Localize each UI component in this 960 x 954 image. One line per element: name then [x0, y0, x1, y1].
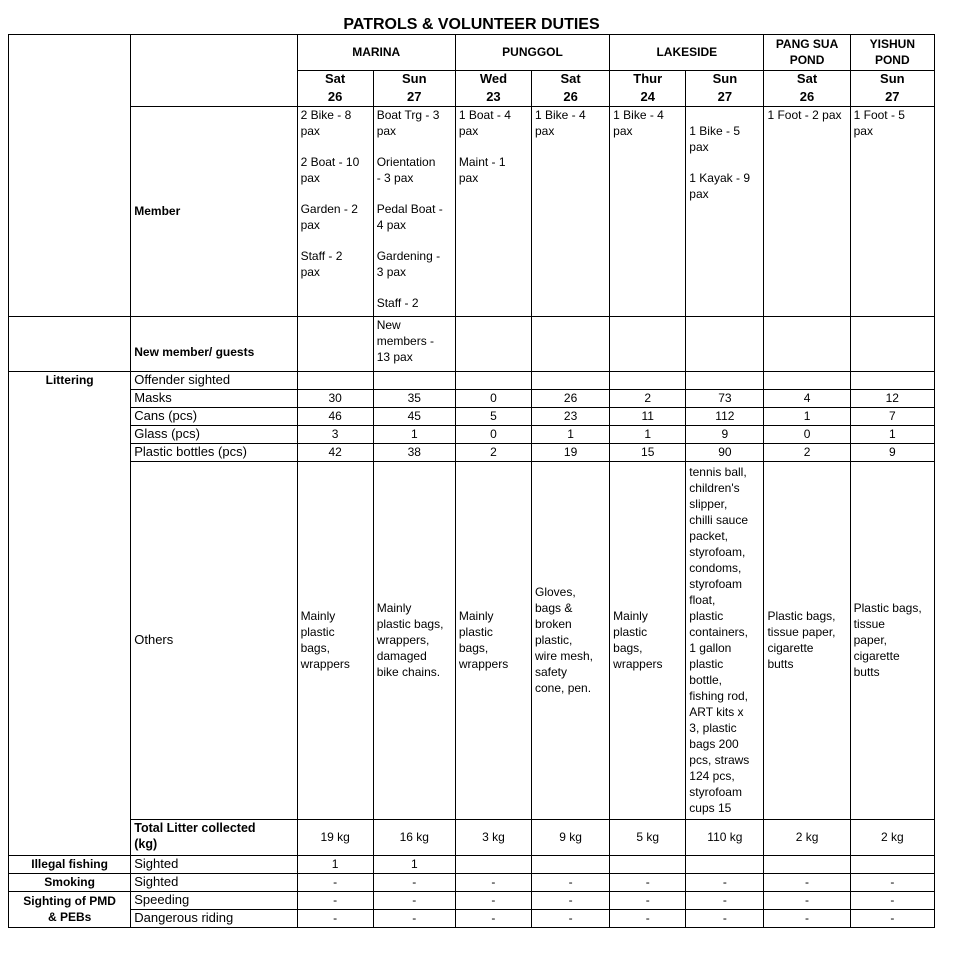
member-entry: 1 Foot - 2 pax [767, 107, 842, 122]
row-label-plastic: Plastic bottles (pcs) [131, 443, 297, 461]
new-member-cell [850, 316, 934, 371]
offender-value [455, 371, 531, 389]
row-label-cans: Cans (pcs) [131, 407, 297, 425]
smoking-value: - [686, 873, 764, 891]
masks-value: 12 [850, 389, 934, 407]
plastic-value: 38 [373, 443, 455, 461]
date-header: 27 [686, 88, 764, 106]
cans-value: 11 [610, 407, 686, 425]
offender-value [373, 371, 455, 389]
page-title: PATROLS & VOLUNTEER DUTIES [9, 10, 935, 34]
smoking-value: - [455, 873, 531, 891]
member-entry: Staff - 2 [376, 295, 419, 310]
masks-value: 30 [297, 389, 373, 407]
date-header: 26 [297, 88, 373, 106]
member-entry: 1 Bike - 4 pax [535, 107, 586, 138]
glass-value: 1 [532, 425, 610, 443]
masks-value: 73 [686, 389, 764, 407]
masks-value: 35 [373, 389, 455, 407]
member-entry: Maint - 1 pax [458, 154, 506, 185]
glass-value: 3 [297, 425, 373, 443]
date-header: 27 [850, 88, 934, 106]
fishing-value [610, 855, 686, 873]
plastic-value: 42 [297, 443, 373, 461]
dangerous-value: - [686, 909, 764, 927]
member-entry: 1 Kayak - 9 pax [689, 170, 750, 201]
location-header: PUNGGOL [455, 34, 609, 70]
day-header: Sun [686, 70, 764, 88]
location-header: MARINA [297, 34, 455, 70]
dangerous-value: - [373, 909, 455, 927]
header-blank [9, 34, 131, 106]
others-value: Mainly plastic bags, wrappers, damaged bike chains. [373, 461, 455, 819]
cans-value: 112 [686, 407, 764, 425]
category-blank [9, 316, 131, 371]
glass-value: 1 [373, 425, 455, 443]
offender-value [532, 371, 610, 389]
offender-value [297, 371, 373, 389]
member-cell [764, 106, 850, 316]
new-member-cell [610, 316, 686, 371]
row-label-offender: Offender sighted [131, 371, 297, 389]
total-value: 110 kg [686, 819, 764, 855]
row-label-new-member: New member/ guests [131, 316, 297, 371]
plastic-value: 90 [686, 443, 764, 461]
location-header: LAKESIDE [610, 34, 764, 70]
dangerous-value: - [297, 909, 373, 927]
member-entry: Pedal Boat - 4 pax [376, 201, 443, 232]
category-smoking: Smoking [9, 873, 131, 891]
new-member-cell: New members - 13 pax [373, 316, 455, 371]
member-cell [610, 106, 686, 316]
smoking-value: - [297, 873, 373, 891]
glass-value: 9 [686, 425, 764, 443]
member-cell [297, 106, 373, 316]
member-entry: Gardening - 3 pax [376, 248, 441, 279]
others-value: Mainly plastic bags, wrappers [297, 461, 373, 819]
member-cell [686, 106, 764, 316]
smoking-value: - [532, 873, 610, 891]
total-value: 9 kg [532, 819, 610, 855]
fishing-value [455, 855, 531, 873]
member-cell [373, 106, 455, 316]
total-value: 2 kg [850, 819, 934, 855]
speeding-value: - [532, 891, 610, 909]
smoking-value: - [373, 873, 455, 891]
day-header: Sun [850, 70, 934, 88]
patrols-table [8, 10, 935, 928]
masks-value: 0 [455, 389, 531, 407]
category-illegal-fishing: Illegal fishing [9, 855, 131, 873]
offender-value [686, 371, 764, 389]
plastic-value: 2 [455, 443, 531, 461]
others-value: tennis ball, children's slipper, chilli sauce packet, styrofoam, condoms, styrofoam float, plastic containers, 1 gallon plastic bottle, fishing rod, ART kits x 3, plastic bags 200 pcs, straws 124 pcs, styrofoam cups 15 [686, 461, 764, 819]
dangerous-value: - [610, 909, 686, 927]
cans-value: 23 [532, 407, 610, 425]
speeding-value: - [373, 891, 455, 909]
offender-value [764, 371, 850, 389]
masks-value: 4 [764, 389, 850, 407]
new-member-cell [455, 316, 531, 371]
category-blank [9, 106, 131, 316]
row-label-total: Total Litter collected (kg) [131, 819, 297, 855]
dangerous-value: - [532, 909, 610, 927]
category-littering: Littering [9, 371, 131, 855]
new-member-cell [686, 316, 764, 371]
date-header: 23 [455, 88, 531, 106]
cans-value: 1 [764, 407, 850, 425]
fishing-value: 1 [373, 855, 455, 873]
row-label-speeding: Speeding [131, 891, 297, 909]
location-header: PANG SUA POND [764, 34, 850, 70]
row-label-sighted: Sighted [131, 855, 297, 873]
speeding-value: - [297, 891, 373, 909]
glass-value: 0 [455, 425, 531, 443]
cans-value: 45 [373, 407, 455, 425]
plastic-value: 15 [610, 443, 686, 461]
category-pmd: Sighting of PMD & PEBs [9, 891, 131, 927]
total-value: 5 kg [610, 819, 686, 855]
header-blank [131, 34, 297, 106]
day-header: Sun [373, 70, 455, 88]
cans-value: 46 [297, 407, 373, 425]
smoking-value: - [610, 873, 686, 891]
total-value: 2 kg [764, 819, 850, 855]
others-value: Mainly plastic bags, wrappers [455, 461, 531, 819]
total-value: 3 kg [455, 819, 531, 855]
member-entry: Garden - 2 pax [300, 201, 358, 232]
speeding-value: - [686, 891, 764, 909]
fishing-value [532, 855, 610, 873]
member-entry: 1 Foot - 5 pax [853, 107, 905, 138]
fishing-value [850, 855, 934, 873]
new-member-cell [532, 316, 610, 371]
total-value: 19 kg [297, 819, 373, 855]
fishing-value [686, 855, 764, 873]
speeding-value: - [455, 891, 531, 909]
date-header: 27 [373, 88, 455, 106]
member-cell [455, 106, 531, 316]
offender-value [850, 371, 934, 389]
offender-value [610, 371, 686, 389]
dangerous-value: - [764, 909, 850, 927]
glass-value: 0 [764, 425, 850, 443]
date-header: 24 [610, 88, 686, 106]
speeding-value: - [850, 891, 934, 909]
new-member-cell [297, 316, 373, 371]
date-header: 26 [764, 88, 850, 106]
row-label-others: Others [131, 461, 297, 819]
cans-value: 5 [455, 407, 531, 425]
row-label-dangerous: Dangerous riding [131, 909, 297, 927]
fishing-value [764, 855, 850, 873]
member-entry: 2 Bike - 8 pax [300, 107, 352, 138]
date-header: 26 [532, 88, 610, 106]
member-entry: Staff - 2 pax [300, 248, 343, 279]
speeding-value: - [610, 891, 686, 909]
day-header: Sat [532, 70, 610, 88]
member-entry: Boat Trg - 3 pax [376, 107, 440, 138]
glass-value: 1 [610, 425, 686, 443]
fishing-value: 1 [297, 855, 373, 873]
member-cell [532, 106, 610, 316]
member-entry: 1 Boat - 4 pax [458, 107, 511, 138]
plastic-value: 9 [850, 443, 934, 461]
member-entry: Orientation - 3 pax [376, 154, 436, 185]
plastic-value: 19 [532, 443, 610, 461]
speeding-value: - [764, 891, 850, 909]
day-header: Sat [764, 70, 850, 88]
day-header: Sat [297, 70, 373, 88]
row-label-masks: Masks [131, 389, 297, 407]
day-header: Thur [610, 70, 686, 88]
member-entry: 1 Bike - 4 pax [613, 107, 664, 138]
location-header: YISHUN POND [850, 34, 934, 70]
row-label-glass: Glass (pcs) [131, 425, 297, 443]
row-label-sighted: Sighted [131, 873, 297, 891]
others-value: Plastic bags, tissue paper, cigarette butts [850, 461, 934, 819]
row-label-member: Member [131, 106, 297, 316]
masks-value: 26 [532, 389, 610, 407]
smoking-value: - [764, 873, 850, 891]
member-entry: 1 Bike - 5 pax [689, 123, 740, 154]
masks-value: 2 [610, 389, 686, 407]
cans-value: 7 [850, 407, 934, 425]
plastic-value: 2 [764, 443, 850, 461]
total-value: 16 kg [373, 819, 455, 855]
day-header: Wed [455, 70, 531, 88]
dangerous-value: - [455, 909, 531, 927]
new-member-cell [764, 316, 850, 371]
member-cell [850, 106, 934, 316]
smoking-value: - [850, 873, 934, 891]
others-value: Plastic bags, tissue paper, cigarette butts [764, 461, 850, 819]
dangerous-value: - [850, 909, 934, 927]
others-value: Gloves, bags & broken plastic, wire mesh, safety cone, pen. [532, 461, 610, 819]
member-entry: 2 Boat - 10 pax [300, 154, 360, 185]
glass-value: 1 [850, 425, 934, 443]
others-value: Mainly plastic bags, wrappers [610, 461, 686, 819]
